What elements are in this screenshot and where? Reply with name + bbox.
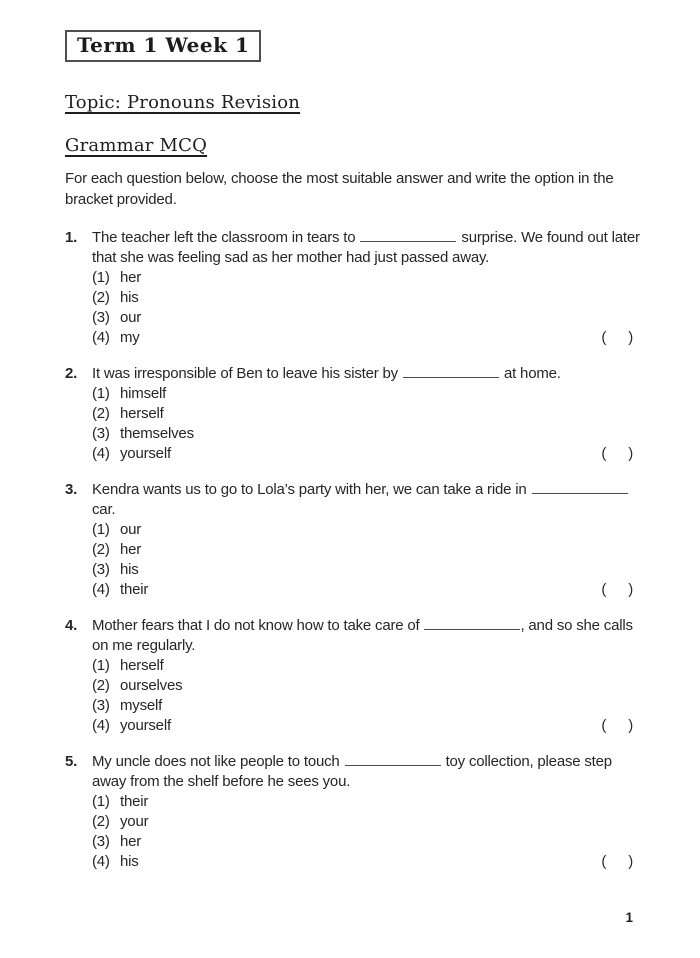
question-block bbox=[65, 480, 641, 600]
bracket-open: ( bbox=[601, 853, 607, 870]
option-row bbox=[92, 288, 641, 308]
question-body bbox=[92, 480, 641, 600]
option-label: his bbox=[120, 853, 139, 870]
bracket-close: ) bbox=[628, 581, 633, 598]
answer-blank bbox=[403, 366, 499, 378]
question-text-before: It was irresponsible of Ben to leave his sister by bbox=[92, 365, 398, 382]
question-text bbox=[92, 228, 641, 268]
option-row bbox=[92, 676, 641, 696]
question-list bbox=[65, 228, 641, 872]
option-number: (2) bbox=[92, 677, 110, 694]
option-label: your bbox=[120, 813, 149, 830]
option-label: himself bbox=[120, 385, 167, 402]
option-number: (4) bbox=[92, 581, 110, 598]
question-text-after: , and so she calls on me regularly. bbox=[92, 617, 633, 654]
option-label: themselves bbox=[120, 425, 194, 442]
option-label: ourselves bbox=[120, 677, 183, 694]
question-block bbox=[65, 228, 641, 348]
option-row bbox=[92, 832, 641, 852]
option-number: (3) bbox=[92, 697, 110, 714]
option-row bbox=[92, 716, 641, 736]
question-text-before: The teacher left the classroom in tears to bbox=[92, 229, 356, 246]
options bbox=[92, 656, 641, 736]
option-number: (2) bbox=[92, 405, 110, 422]
option-label: her bbox=[120, 269, 142, 286]
question-text-before: Kendra wants us to go to Lola’s party with her, we can take a ride in bbox=[92, 481, 527, 498]
option-label: my bbox=[120, 329, 140, 346]
answer-blank bbox=[424, 618, 520, 630]
option-row bbox=[92, 696, 641, 716]
instructions-text: For each question below, choose the most suitable answer and write the option in the bracket provided. bbox=[65, 170, 614, 208]
answer-bracket bbox=[601, 444, 633, 464]
bracket-close: ) bbox=[628, 853, 633, 870]
page-content bbox=[65, 30, 641, 888]
option-row bbox=[92, 404, 641, 424]
question-block bbox=[65, 364, 641, 464]
options bbox=[92, 268, 641, 348]
option-row bbox=[92, 792, 641, 812]
question-number: 1. bbox=[65, 229, 78, 246]
option-row bbox=[92, 852, 641, 872]
question-text-after: at home. bbox=[503, 365, 561, 382]
option-number: (3) bbox=[92, 833, 110, 850]
bracket-close: ) bbox=[628, 445, 633, 462]
option-row bbox=[92, 444, 641, 464]
option-number: (2) bbox=[92, 541, 110, 558]
option-label: herself bbox=[120, 657, 164, 674]
question-text-after: surprise. We found out later that she was feeling sad as her mother had just passed away. bbox=[92, 229, 640, 266]
answer-blank bbox=[532, 482, 628, 494]
bracket-close: ) bbox=[628, 329, 633, 346]
option-row bbox=[92, 580, 641, 600]
bracket-open: ( bbox=[601, 581, 607, 598]
question-text-after: car. bbox=[92, 501, 116, 518]
question-text-before: Mother fears that I do not know how to take care of bbox=[92, 617, 420, 634]
option-number: (2) bbox=[92, 289, 110, 306]
option-row bbox=[92, 384, 641, 404]
option-number: (4) bbox=[92, 445, 110, 462]
bracket-close: ) bbox=[628, 717, 633, 734]
option-number: (3) bbox=[92, 561, 110, 578]
question-block bbox=[65, 616, 641, 736]
option-label: his bbox=[120, 289, 139, 306]
question-body bbox=[92, 228, 641, 348]
option-label: yourself bbox=[120, 717, 171, 734]
options bbox=[92, 792, 641, 872]
topic-heading: Topic: Pronouns Revision bbox=[65, 92, 301, 113]
question-number: 2. bbox=[65, 365, 78, 382]
option-row bbox=[92, 308, 641, 328]
options bbox=[92, 520, 641, 600]
options bbox=[92, 384, 641, 464]
option-label: his bbox=[120, 561, 139, 578]
option-number: (1) bbox=[92, 657, 110, 674]
bracket-open: ( bbox=[601, 329, 607, 346]
option-number: (2) bbox=[92, 813, 110, 830]
option-number: (1) bbox=[92, 269, 110, 286]
question-body bbox=[92, 752, 641, 872]
option-row bbox=[92, 424, 641, 444]
option-row bbox=[92, 268, 641, 288]
option-row bbox=[92, 540, 641, 560]
option-number: (4) bbox=[92, 329, 110, 346]
bracket-open: ( bbox=[601, 445, 607, 462]
question-body bbox=[92, 364, 641, 464]
question-text bbox=[92, 480, 641, 520]
option-number: (1) bbox=[92, 793, 110, 810]
option-number: (3) bbox=[92, 309, 110, 326]
question-text bbox=[92, 752, 641, 792]
answer-bracket bbox=[601, 716, 633, 736]
question-number: 4. bbox=[65, 617, 78, 634]
option-label: their bbox=[120, 581, 149, 598]
option-number: (4) bbox=[92, 717, 110, 734]
question-number: 3. bbox=[65, 481, 78, 498]
option-row bbox=[92, 812, 641, 832]
page-title: Term 1 Week 1 bbox=[77, 33, 250, 57]
option-row bbox=[92, 520, 641, 540]
option-label: our bbox=[120, 309, 142, 326]
option-number: (1) bbox=[92, 521, 110, 538]
option-label: herself bbox=[120, 405, 164, 422]
page-number: 1 bbox=[625, 910, 633, 925]
option-row bbox=[92, 328, 641, 348]
question-text bbox=[92, 364, 641, 384]
section-heading: Grammar MCQ bbox=[65, 135, 208, 156]
option-label: her bbox=[120, 833, 142, 850]
question-text-before: My uncle does not like people to touch bbox=[92, 753, 340, 770]
option-label: myself bbox=[120, 697, 163, 714]
option-number: (4) bbox=[92, 853, 110, 870]
answer-bracket bbox=[601, 328, 633, 348]
answer-bracket bbox=[601, 580, 633, 600]
answer-blank bbox=[360, 230, 456, 242]
option-label: our bbox=[120, 521, 142, 538]
bracket-open: ( bbox=[601, 717, 607, 734]
answer-blank bbox=[345, 754, 441, 766]
option-number: (1) bbox=[92, 385, 110, 402]
option-label: their bbox=[120, 793, 149, 810]
option-label: yourself bbox=[120, 445, 171, 462]
title-box bbox=[65, 30, 261, 62]
option-row bbox=[92, 656, 641, 676]
option-label: her bbox=[120, 541, 142, 558]
option-number: (3) bbox=[92, 425, 110, 442]
option-row bbox=[92, 560, 641, 580]
question-text bbox=[92, 616, 641, 656]
question-text-after: toy collection, please step away from the shelf before he sees you. bbox=[92, 753, 612, 790]
question-body bbox=[92, 616, 641, 736]
answer-bracket bbox=[601, 852, 633, 872]
question-number: 5. bbox=[65, 753, 78, 770]
question-block bbox=[65, 752, 641, 872]
